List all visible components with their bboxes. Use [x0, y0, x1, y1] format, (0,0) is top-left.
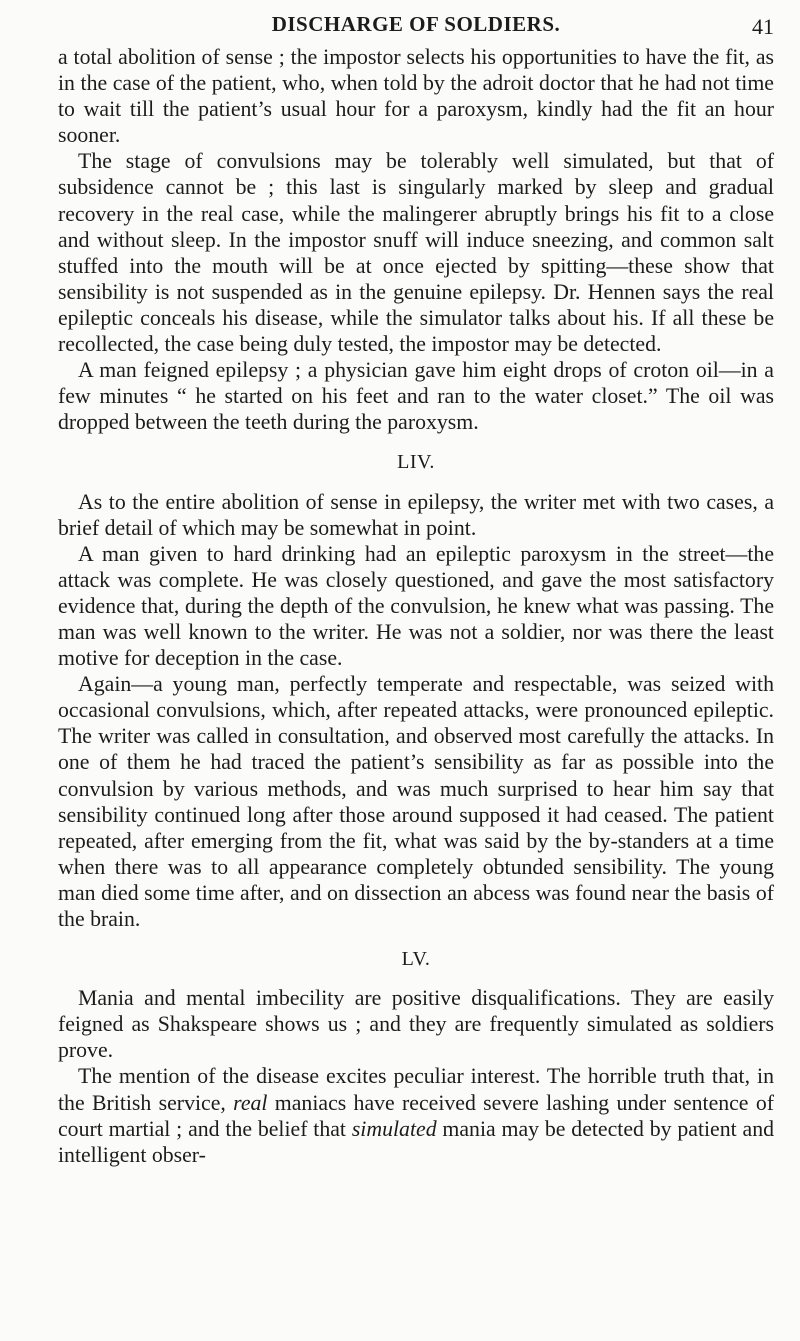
running-title: DISCHARGE OF SOLDIERS.	[271, 12, 561, 36]
book-page	[58, 10, 774, 1168]
paragraph-young-man: Again—a young man, perfectly temperate and respectable, was seized with occasional convulsions, which, after repeated attacks, were pronounced epileptic. The writer was called in consultation, and observed most carefully the attacks. In one of them he had traced the patient’s sensibility as far as possible into the convulsion by various methods, and was much surprised to hear him say that sensibility continued long after those around supposed it had ceased. The patient repeated, after emerging from the fit, what was said by the by-standers at a time when there was to all appearance completely obtunded sensibility. The young man died some time after, and on dissection an abcess was found near the basis of the brain.	[58, 672, 774, 931]
text-segment: maniacs have received severe lashing under sentence of court martial ; and the belief that	[58, 1090, 774, 1141]
section-heading-liv: LIV.	[397, 451, 435, 474]
body-text	[58, 44, 774, 1168]
paragraph-convulsions: The stage of convulsions may be tolerably well simulated, but that of subsidence cannot be ; this last is singularly marked by sleep and gradual recovery in the real case, while the malingerer abruptly brings his fit to a close and without sleep. In the impostor snuff will induce sneezing, and common salt stuffed into the mouth will be at once ejected by spitting—these show that sensibility is not suspended as in the genuine epilepsy. Dr. Hennen says the real epileptic conceals his disease, while the simulator talks about his. If all these be recollected, the case being duly tested, the impostor may be detected.	[58, 149, 774, 357]
paragraph-mania: Mania and mental imbecility are positive disqualifications. They are easily feigned as Shakspeare shows us ; and they are frequently simulated as soldiers prove.	[58, 986, 774, 1063]
running-head	[58, 10, 774, 44]
italic-simulated: simulated	[351, 1116, 437, 1141]
paragraph-abolition-of-sense: As to the entire abolition of sense in epilepsy, the writer met with two cases, a brief detail of which may be somewhat in point.	[58, 489, 774, 540]
paragraph-continuation: a total abolition of sense ; the impostor selects his opportunities to have the fit, as in the case of the patient, who, when told by the adroit doctor that he had not time to wait till the patient’s usual hour for a paroxysm, kindly had the fit an hour sooner.	[58, 45, 774, 148]
text-segment: mania may be detected by patient and intelligent obser-	[58, 1116, 774, 1167]
paragraph-hard-drinking: A man given to hard drinking had an epileptic paroxysm in the street—the attack was complete. He was closely questioned, and gave the most satisfactory evidence that, during the depth of the convulsion, he knew what was passing. The man was well known to the writer. He was not a soldier, nor was there the least motive for deception in the case.	[58, 541, 774, 671]
text-segment: The mention of the disease excites peculiar interest. The horrible truth that, in the British service,	[58, 1064, 774, 1115]
paragraph-croton-oil: A man feigned epilepsy ; a physician gave him eight drops of croton oil—in a few minutes “ he started on his feet and ran to the water closet.” The oil was dropped between the teeth during the paroxysm.	[58, 358, 774, 435]
section-heading-lv: LV.	[401, 948, 431, 971]
paragraph-british-service	[58, 1063, 774, 1167]
italic-real: real	[233, 1090, 268, 1115]
page-number: 41	[752, 14, 774, 39]
